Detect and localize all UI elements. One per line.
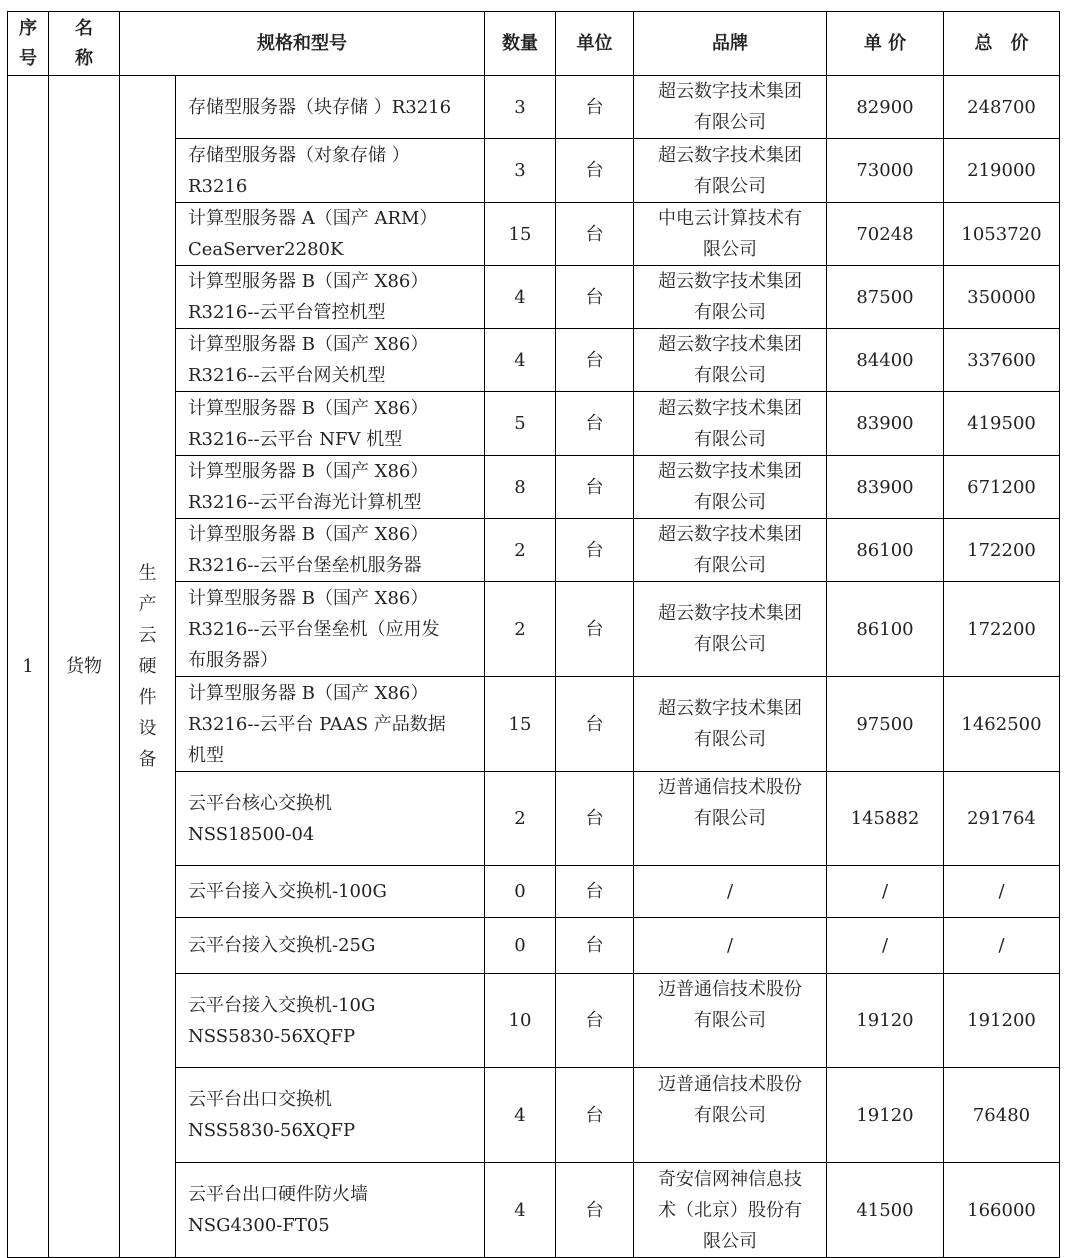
- brand-line: 限公司: [703, 1230, 757, 1252]
- brand-line: 有限公司: [694, 808, 766, 829]
- cell-qty: 0: [485, 866, 556, 918]
- cell-total-price: 1053720: [944, 203, 1060, 266]
- category-char: 设: [138, 718, 157, 739]
- spec-line: R3216--云平台管控机型: [188, 302, 386, 323]
- spec-line: 计算型服务器 B（国产 X86）: [188, 524, 429, 545]
- spec-line: 云平台接入交换机-10G: [188, 994, 376, 1016]
- cell-spec: [176, 456, 485, 519]
- cell-brand: [634, 203, 827, 266]
- cell-qty: 4: [485, 329, 556, 392]
- cell-spec: [176, 918, 485, 974]
- cell-spec: [176, 1163, 485, 1258]
- cell-unit: 台: [556, 918, 634, 974]
- cell-qty: 4: [485, 1068, 556, 1163]
- header-spec: 规格和型号: [120, 12, 485, 76]
- cell-unit: 台: [556, 76, 634, 139]
- brand-line: 有限公司: [694, 1104, 766, 1126]
- cell-unit: 台: [556, 1163, 634, 1258]
- cell-unit: 台: [556, 582, 634, 677]
- cell-spec: [176, 772, 485, 866]
- brand-line: [638, 1131, 822, 1162]
- brand-line: 中电云计算技术有: [658, 208, 802, 229]
- brand-line: 有限公司: [694, 428, 766, 450]
- brand-line: 有限公司: [694, 729, 766, 750]
- cell-unit: 台: [556, 203, 634, 266]
- header-unit-price: 单 价: [827, 12, 944, 76]
- cell-brand: [634, 918, 827, 974]
- header-total-price: 总 价: [944, 12, 1060, 76]
- cell-total-price: 350000: [944, 266, 1060, 329]
- spec-line: 计算型服务器 B（国产 X86）: [188, 334, 429, 355]
- cell-unit-price: 82900: [827, 76, 944, 139]
- spec-line: 计算型服务器 B（国产 X86）: [188, 271, 429, 292]
- cell-spec: [176, 866, 485, 918]
- cell-total-price: 76480: [944, 1068, 1060, 1163]
- cell-total-price: 166000: [944, 1163, 1060, 1258]
- brand-line: 有限公司: [694, 492, 766, 513]
- cell-brand: [634, 329, 827, 392]
- spec-line: R3216--云平台堡垒机（应用发: [188, 618, 440, 640]
- cell-unit: 台: [556, 519, 634, 582]
- spec-line: 云平台核心交换机: [188, 792, 332, 814]
- header-row: [8, 12, 1060, 76]
- brand-line: 迈普通信技术股份: [658, 979, 802, 1000]
- brand-line: 超云数字技术集团: [658, 603, 802, 624]
- cell-qty: 15: [485, 677, 556, 772]
- spec-line: 云平台接入交换机-100G: [188, 881, 387, 902]
- cell-unit-price: 86100: [827, 519, 944, 582]
- cell-qty: 4: [485, 266, 556, 329]
- cell-total-price: 671200: [944, 456, 1060, 519]
- spec-line: 云平台出口交换机: [188, 1089, 332, 1110]
- category-char: 备: [138, 749, 157, 770]
- spec-line: R3216--云平台网关机型: [188, 365, 386, 386]
- cell-unit-price: 87500: [827, 266, 944, 329]
- category-char: 生: [138, 563, 157, 584]
- brand-line: 超云数字技术集团: [658, 271, 802, 292]
- spec-line: 存储型服务器（块存储 ）R3216: [188, 96, 452, 118]
- cell-unit: 台: [556, 266, 634, 329]
- cell-brand: [634, 677, 827, 772]
- cell-brand: [634, 139, 827, 203]
- brand-line: /: [726, 881, 734, 902]
- brand-line: 迈普通信技术股份: [658, 777, 802, 798]
- brand-line: 有限公司: [694, 365, 766, 386]
- cell-unit: 台: [556, 1068, 634, 1163]
- cell-unit: 台: [556, 974, 634, 1068]
- cell-brand: [634, 519, 827, 582]
- cell-brand: [634, 974, 827, 1068]
- spec-line: 计算型服务器 B（国产 X86）: [188, 461, 429, 482]
- cell-qty: 3: [485, 139, 556, 203]
- cell-unit: 台: [556, 772, 634, 866]
- cell-unit-price: 70248: [827, 203, 944, 266]
- cell-qty: 8: [485, 456, 556, 519]
- spec-line: NSS18500-04: [188, 823, 315, 845]
- brand-line: 超云数字技术集团: [658, 334, 802, 355]
- group-seq: 1: [8, 76, 49, 1258]
- category-char: 件: [138, 687, 157, 708]
- spec-line: NSS5830-56XQFP: [188, 1120, 356, 1141]
- spec-line: 计算型服务器 B（国产 X86）: [188, 682, 429, 704]
- cell-total-price: /: [944, 866, 1060, 918]
- group-category: [120, 76, 176, 1258]
- cell-unit-price: 83900: [827, 392, 944, 456]
- spec-line: NSG4300-FT05: [188, 1215, 330, 1236]
- cell-total-price: 191200: [944, 974, 1060, 1068]
- cell-qty: 2: [485, 772, 556, 866]
- spec-line: CeaServer2280K: [188, 239, 344, 260]
- brand-line: 超云数字技术集团: [658, 698, 802, 719]
- cell-spec: [176, 519, 485, 582]
- brand-line: 有限公司: [694, 302, 766, 323]
- spec-line: 云平台出口硬件防火墙: [188, 1184, 368, 1205]
- table-row: [8, 76, 1060, 139]
- cell-spec: [176, 329, 485, 392]
- cell-qty: 0: [485, 918, 556, 974]
- spec-line: 计算型服务器 B（国产 X86）: [188, 587, 429, 609]
- cell-brand: [634, 392, 827, 456]
- spec-line: R3216--云平台海光计算机型: [188, 492, 422, 513]
- cell-brand: [634, 582, 827, 677]
- cell-unit: 台: [556, 456, 634, 519]
- cell-spec: [176, 677, 485, 772]
- cell-unit-price: 73000: [827, 139, 944, 203]
- procurement-table: [7, 11, 1060, 1258]
- cell-spec: [176, 1068, 485, 1163]
- brand-line: /: [726, 935, 734, 956]
- cell-qty: 3: [485, 76, 556, 139]
- spec-line: 计算型服务器 A（国产 ARM）: [188, 208, 438, 229]
- category-char: 硬: [138, 656, 157, 677]
- cell-spec: [176, 266, 485, 329]
- cell-unit-price: /: [827, 918, 944, 974]
- brand-line: 术（北京）股份有: [658, 1199, 802, 1221]
- cell-unit-price: 83900: [827, 456, 944, 519]
- spec-line: 布服务器）: [188, 649, 278, 671]
- cell-spec: [176, 392, 485, 456]
- spec-line: R3216--云平台堡垒机服务器: [188, 555, 422, 576]
- brand-line: 超云数字技术集团: [658, 81, 802, 102]
- cell-total-price: 419500: [944, 392, 1060, 456]
- brand-line: 有限公司: [694, 112, 766, 133]
- spec-line: R3216--云平台 NFV 机型: [188, 428, 403, 450]
- cell-total-price: 291764: [944, 772, 1060, 866]
- cell-total-price: 172200: [944, 519, 1060, 582]
- cell-brand: [634, 456, 827, 519]
- cell-unit-price: /: [827, 866, 944, 918]
- header-brand: 品牌: [634, 12, 827, 76]
- brand-line: 超云数字技术集团: [658, 524, 802, 545]
- cell-spec: [176, 76, 485, 139]
- cell-unit: 台: [556, 329, 634, 392]
- brand-line: 超云数字技术集团: [658, 461, 802, 482]
- header-name: 名 称: [49, 12, 120, 76]
- cell-total-price: 219000: [944, 139, 1060, 203]
- cell-qty: 5: [485, 392, 556, 456]
- brand-line: 奇安信网神信息技: [658, 1168, 802, 1190]
- brand-line: 有限公司: [694, 555, 766, 576]
- cell-brand: [634, 266, 827, 329]
- header-unit: 单位: [556, 12, 634, 76]
- cell-total-price: 172200: [944, 582, 1060, 677]
- cell-unit: 台: [556, 677, 634, 772]
- cell-total-price: 1462500: [944, 677, 1060, 772]
- cell-unit-price: 84400: [827, 329, 944, 392]
- spec-line: 云平台接入交换机-25G: [188, 935, 376, 956]
- cell-unit-price: 19120: [827, 1068, 944, 1163]
- spec-line: 存储型服务器（对象存储 ）: [188, 144, 410, 166]
- cell-unit-price: 19120: [827, 974, 944, 1068]
- cell-unit: 台: [556, 139, 634, 203]
- cell-unit: 台: [556, 866, 634, 918]
- brand-line: [638, 834, 822, 865]
- brand-line: 有限公司: [694, 1010, 766, 1031]
- cell-qty: 2: [485, 519, 556, 582]
- header-seq: 序 号: [8, 12, 49, 76]
- cell-qty: 10: [485, 974, 556, 1068]
- cell-brand: [634, 76, 827, 139]
- cell-brand: [634, 866, 827, 918]
- spec-line: R3216: [188, 175, 248, 197]
- brand-line: 有限公司: [694, 634, 766, 655]
- cell-spec: [176, 974, 485, 1068]
- cell-brand: [634, 1068, 827, 1163]
- cell-brand: [634, 772, 827, 866]
- brand-line: 限公司: [703, 239, 757, 260]
- cell-unit-price: 145882: [827, 772, 944, 866]
- cell-qty: 2: [485, 582, 556, 677]
- cell-qty: 4: [485, 1163, 556, 1258]
- spec-line: NSS5830-56XQFP: [188, 1025, 356, 1047]
- cell-brand: [634, 1163, 827, 1258]
- table-body: [8, 76, 1060, 1258]
- spec-line: 计算型服务器 B（国产 X86）: [188, 397, 429, 419]
- group-name: 货物: [49, 76, 120, 1258]
- cell-spec: [176, 203, 485, 266]
- cell-spec: [176, 582, 485, 677]
- spec-line: R3216--云平台 PAAS 产品数据: [188, 713, 446, 735]
- category-char: 产: [138, 594, 157, 615]
- cell-total-price: 248700: [944, 76, 1060, 139]
- spec-line: 机型: [188, 744, 224, 766]
- cell-total-price: /: [944, 918, 1060, 974]
- cell-total-price: 337600: [944, 329, 1060, 392]
- cell-unit-price: 41500: [827, 1163, 944, 1258]
- brand-line: 有限公司: [694, 175, 766, 197]
- cell-qty: 15: [485, 203, 556, 266]
- brand-line: 超云数字技术集团: [658, 397, 802, 419]
- brand-line: 迈普通信技术股份: [658, 1073, 802, 1095]
- brand-line: 超云数字技术集团: [658, 144, 802, 166]
- cell-unit-price: 86100: [827, 582, 944, 677]
- category-char: 云: [138, 625, 157, 646]
- header-qty: 数量: [485, 12, 556, 76]
- cell-unit-price: 97500: [827, 677, 944, 772]
- cell-spec: [176, 139, 485, 203]
- brand-line: [638, 1036, 822, 1067]
- cell-unit: 台: [556, 392, 634, 456]
